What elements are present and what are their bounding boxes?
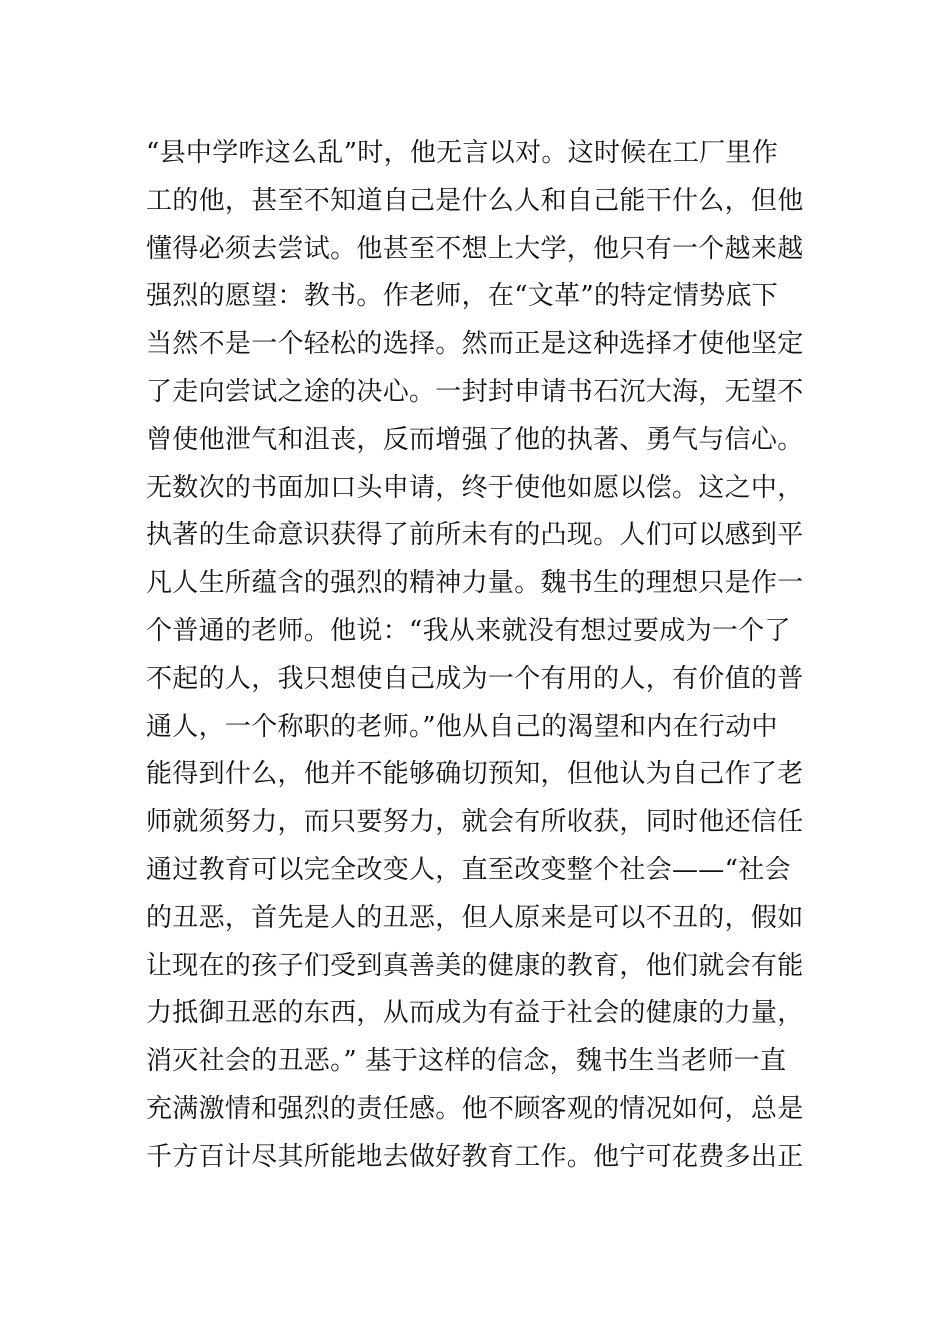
text-line: 消灭社会的丑恶。” 基于这样的信念，魏书生当老师一直 [146,1046,787,1077]
text-line: 执著的生命意识获得了前所未有的凸现。人们可以感到平 [146,520,804,551]
text-line: 懂得必须去尝试。他甚至不想上大学，他只有一个越来越 [146,233,804,264]
text-line: 工的他，甚至不知道自己是什么人和自己能干什么，但他 [146,185,804,216]
text-line: 充满激情和强烈的责任感。他不顾客观的情况如何，总是 [146,1093,804,1124]
body-text [146,130,826,1182]
text-line: 个普通的老师。他说：“我从来就没有想过要成为一个了 [146,615,791,646]
text-line: 无数次的书面加口头申请，终于使他如愿以偿。这之中， [146,472,804,503]
text-line: 力抵御丑恶的东西，从而成为有益于社会的健康的力量， [146,998,804,1029]
text-line: 千方百计尽其所能地去做好教育工作。他宁可花费多出正 [146,1141,804,1172]
text-line: 的丑恶，首先是人的丑恶，但人原来是可以不丑的，假如 [146,902,804,933]
text-line: 让现在的孩子们受到真善美的健康的教育，他们就会有能 [146,950,804,981]
text-line: “县中学咋这么乱”时，他无言以对。这时候在工厂里作 [146,138,779,168]
text-line: 凡人生所蕴含的强烈的精神力量。魏书生的理想只是作一 [146,568,804,599]
text-line: 能得到什么，他并不能够确切预知，但他认为自己作了老 [146,759,804,790]
text-line: 通过教育可以完全改变人，直至改变整个社会——“社会 [146,854,791,885]
text-line: 强烈的愿望：教书。作老师，在“文革”的特定情势底下 [146,281,779,312]
text-line: 师就须努力，而只要努力，就会有所收获，同时他还信任 [146,807,804,838]
text-line: 当然不是一个轻松的选择。然而正是这种选择才使他坚定 [146,329,804,360]
text-line: 通人，一个称职的老师。”他从自己的渴望和内在行动中 [146,711,778,742]
text-line: 不起的人，我只想使自己成为一个有用的人，有价值的普 [146,663,804,694]
text-line: 曾使他泄气和沮丧，反而增强了他的执著、勇气与信心。 [146,424,804,455]
text-line: 了走向尝试之途的决心。一封封申请书石沉大海，无望不 [146,376,804,407]
